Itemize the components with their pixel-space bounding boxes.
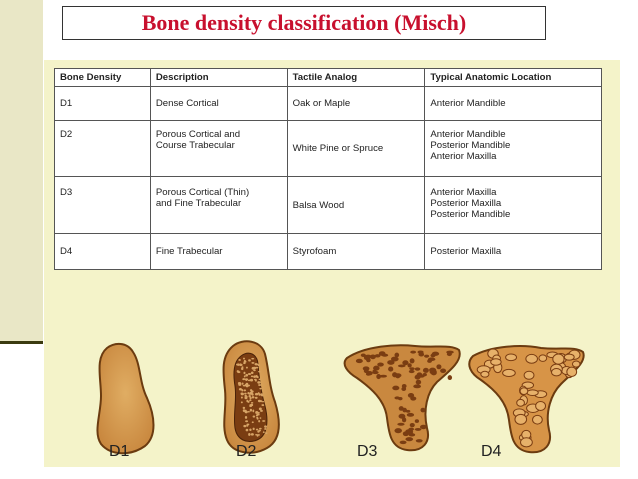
trabecular-cell <box>364 369 369 373</box>
trabecular-cell <box>246 423 249 425</box>
trabecular-cell <box>261 404 264 406</box>
trabecular-cell <box>246 429 249 432</box>
trabecular-cell <box>258 412 260 414</box>
trabecular-cell <box>423 368 429 373</box>
description-line: Course Trabecular <box>155 140 235 151</box>
trabecular-cell <box>247 392 249 394</box>
trabecular-cell <box>257 434 260 436</box>
trabecular-cell <box>427 359 432 362</box>
trabecular-cell <box>245 416 247 419</box>
trabecular-cell <box>402 384 407 388</box>
trabecular-cell <box>249 405 251 407</box>
trabecular-cell <box>250 409 252 412</box>
trabecular-cell <box>481 371 489 377</box>
trabecular-cell <box>252 421 254 423</box>
figure-label-d3: D3 <box>357 443 378 460</box>
trabecular-cell <box>243 358 245 360</box>
trabecular-cell <box>245 384 248 386</box>
cell-analog: Balsa Wood <box>287 177 425 234</box>
trabecular-cell <box>420 425 427 429</box>
trabecular-cell <box>394 428 402 433</box>
trabecular-cell <box>237 370 239 372</box>
trabecular-cell <box>240 392 243 394</box>
table-row <box>55 121 602 177</box>
trabecular-cell <box>377 363 384 367</box>
trabecular-cell <box>238 359 241 361</box>
trabecular-cell <box>258 420 260 422</box>
trabecular-cell <box>410 423 415 427</box>
trabecular-cell <box>379 375 387 378</box>
d1-bone-illustration <box>97 344 153 453</box>
left-accent-line <box>0 341 43 344</box>
trabecular-cell <box>527 390 538 396</box>
trabecular-cell <box>503 369 516 376</box>
trabecular-cell <box>257 381 260 384</box>
trabecular-cell <box>539 355 547 361</box>
trabecular-cell <box>248 373 251 375</box>
trabecular-cell <box>415 428 422 431</box>
trabecular-cell <box>408 428 414 431</box>
cell-analog: Oak or Maple <box>287 87 425 121</box>
trabecular-cell <box>241 368 243 370</box>
trabecular-cell <box>258 364 260 366</box>
trabecular-cell <box>447 352 452 356</box>
trabecular-cell <box>506 354 517 361</box>
cell-location <box>425 234 602 270</box>
trabecular-cell <box>264 425 267 427</box>
description-line: Dense Cortical <box>155 98 219 109</box>
trabecular-cell <box>418 350 424 353</box>
trabecular-cell <box>250 379 253 382</box>
location-line: Anterior Maxilla <box>430 187 497 198</box>
trabecular-cell <box>408 393 414 398</box>
trabecular-cell <box>245 379 247 381</box>
trabecular-cell <box>251 393 253 395</box>
cell-density: D3 <box>55 177 151 234</box>
trabecular-cell <box>416 380 421 385</box>
cell-density: D4 <box>55 234 151 270</box>
cell-location <box>425 87 602 121</box>
trabecular-cell <box>249 399 251 401</box>
trabecular-cell <box>243 389 246 391</box>
trabecular-cell <box>248 433 250 436</box>
location-line: Posterior Mandible <box>430 140 511 151</box>
figure-label-d4: D4 <box>481 443 502 460</box>
trabecular-cell <box>253 375 256 378</box>
trabecular-cell <box>242 378 245 380</box>
trabecular-cell <box>263 431 265 433</box>
trabecular-cell <box>253 416 256 418</box>
trabecular-cell <box>241 401 243 403</box>
trabecular-cell <box>259 388 261 390</box>
description-line: and Fine Trabecular <box>155 198 242 209</box>
trabecular-cell <box>246 400 248 403</box>
trabecular-cell <box>254 379 257 381</box>
trabecular-cell <box>249 428 251 431</box>
trabecular-cell <box>395 374 400 379</box>
trabecular-cell <box>255 411 258 414</box>
trabecular-cell <box>241 396 243 398</box>
trabecular-cell <box>251 376 253 378</box>
trabecular-cell <box>436 364 441 369</box>
trabecular-cell <box>262 401 264 403</box>
trabecular-cell <box>572 361 579 367</box>
trabecular-cell <box>256 429 258 431</box>
figure-label-d2: D2 <box>236 443 257 460</box>
cell-description <box>150 87 287 121</box>
title-box <box>62 6 546 40</box>
trabecular-cell <box>409 370 415 373</box>
trabecular-cell <box>252 367 254 369</box>
trabecular-cell <box>251 371 254 374</box>
trabecular-cell <box>420 408 425 413</box>
cell-analog: White Pine or Spruce <box>287 121 425 177</box>
trabecular-cell <box>260 400 262 402</box>
trabecular-cell <box>264 428 266 430</box>
trabecular-cell <box>564 354 574 360</box>
cell-analog: Styrofoam <box>287 234 425 270</box>
trabecular-cell <box>400 441 407 444</box>
trabecular-cell <box>567 367 577 376</box>
trabecular-cell <box>239 388 242 391</box>
cell-location <box>425 121 602 177</box>
location-line: Anterior Maxilla <box>430 151 497 162</box>
trabecular-cell <box>259 378 261 380</box>
trabecular-cell <box>258 371 261 373</box>
cell-location <box>425 177 602 234</box>
trabecular-cell <box>517 399 525 406</box>
trabecular-cell <box>405 437 413 441</box>
header-bone-density: Bone Density <box>55 69 151 87</box>
trabecular-cell <box>429 368 436 373</box>
bone-density-figures <box>55 330 615 468</box>
trabecular-cell <box>251 362 254 364</box>
table-row <box>55 234 602 270</box>
trabecular-cell <box>407 413 414 417</box>
slide-title: Bone density classification (Misch) <box>141 10 467 35</box>
trabecular-cell <box>243 372 245 375</box>
cell-description <box>150 177 287 234</box>
trabecular-cell <box>491 359 501 366</box>
trabecular-cell <box>253 369 256 371</box>
d3-bone-illustration <box>345 345 460 450</box>
left-accent-bar <box>0 0 43 344</box>
trabecular-cell <box>258 393 260 396</box>
trabecular-cell <box>424 355 429 358</box>
trabecular-cell <box>406 431 413 434</box>
trabecular-cell <box>250 397 252 399</box>
trabecular-cell <box>413 384 421 388</box>
description-line: Porous Cortical (Thin) <box>155 187 250 198</box>
trabecular-cell <box>520 388 528 395</box>
table-row <box>55 177 602 234</box>
trabecular-cell <box>536 401 546 410</box>
location-line: Anterior Mandible <box>430 129 506 140</box>
figure-label-d1: D1 <box>109 443 130 460</box>
trabecular-cell <box>259 428 262 430</box>
trabecular-cell <box>415 367 421 370</box>
trabecular-cell <box>250 389 252 391</box>
trabecular-cell <box>257 431 259 433</box>
trabecular-cell <box>252 396 255 398</box>
trabecular-cell <box>245 374 248 377</box>
trabecular-cell <box>243 425 246 427</box>
trabecular-cell <box>261 394 263 396</box>
trabecular-cell <box>246 367 248 369</box>
trabecular-cell <box>410 358 415 363</box>
trabecular-cell <box>247 411 250 413</box>
trabecular-cell <box>245 411 248 413</box>
trabecular-cell <box>256 417 258 419</box>
trabecular-cell <box>533 415 543 424</box>
trabecular-cell <box>258 384 261 386</box>
trabecular-cell <box>251 433 254 436</box>
trabecular-cell <box>440 368 446 373</box>
description-line: Fine Trabecular <box>155 246 223 257</box>
trabecular-cell <box>262 420 265 422</box>
d2-bone-illustration <box>223 341 278 452</box>
table-header-row <box>55 69 602 87</box>
cell-density: D1 <box>55 87 151 121</box>
trabecular-cell <box>416 439 423 442</box>
trabecular-cell <box>415 419 419 423</box>
trabecular-cell <box>259 407 262 410</box>
cell-description <box>150 234 287 270</box>
trabecular-cell <box>372 370 376 374</box>
trabecular-cell <box>253 428 255 430</box>
trabecular-cell <box>244 360 246 362</box>
trabecular-cell <box>265 432 267 434</box>
trabecular-cell <box>255 397 258 399</box>
cell-description <box>150 121 287 177</box>
trabecular-cell <box>245 420 248 422</box>
trabecular-cell <box>370 354 376 359</box>
trabecular-cell <box>409 367 414 370</box>
trabecular-cell <box>394 353 399 358</box>
trabecular-cell <box>402 408 407 413</box>
trabecular-cell <box>237 363 239 366</box>
trabecular-cell <box>256 414 258 416</box>
trabecular-cell <box>252 410 254 413</box>
trabecular-cell <box>397 423 404 426</box>
d4-bone-illustration <box>469 346 583 452</box>
trabecular-cell <box>392 386 399 391</box>
trabecular-cell <box>255 363 258 365</box>
trabecular-cell <box>381 354 388 357</box>
trabecular-cell <box>521 438 533 447</box>
header-description: Description <box>150 69 287 87</box>
bone-density-table <box>54 68 602 270</box>
trabecular-cell <box>402 417 406 422</box>
location-line: Posterior Maxilla <box>430 246 502 257</box>
trabecular-cell <box>242 383 244 385</box>
trabecular-cell <box>552 369 562 376</box>
trabecular-cell <box>245 396 248 398</box>
trabecular-cell <box>256 367 259 369</box>
header-tactile-analog: Tactile Analog <box>287 69 425 87</box>
trabecular-cell <box>448 375 452 380</box>
trabecular-cell <box>402 360 408 365</box>
trabecular-cell <box>243 407 246 409</box>
trabecular-cell <box>524 371 534 379</box>
header-anatomic-location: Typical Anatomic Location <box>425 69 602 87</box>
trabecular-cell <box>410 351 416 354</box>
trabecular-cell <box>515 414 527 424</box>
trabecular-cell <box>244 393 247 395</box>
trabecular-cell <box>388 367 393 372</box>
trabecular-cell <box>238 383 241 386</box>
trabecular-cell <box>259 417 261 419</box>
trabecular-cell <box>251 358 254 360</box>
location-line: Posterior Mandible <box>430 209 511 220</box>
trabecular-cell <box>244 375 246 377</box>
trabecular-cell <box>553 354 564 364</box>
trabecular-cell <box>432 352 439 356</box>
cell-density: D2 <box>55 121 151 177</box>
location-line: Posterior Maxilla <box>430 198 502 209</box>
trabecular-cell <box>526 354 538 363</box>
trabecular-cell <box>418 375 425 378</box>
trabecular-cell <box>356 359 363 363</box>
table-row <box>55 87 602 121</box>
location-line: Anterior Mandible <box>430 98 506 109</box>
trabecular-cell <box>240 364 242 366</box>
trabecular-cell <box>248 359 251 361</box>
trabecular-cell <box>394 396 400 399</box>
description-line: Porous Cortical and <box>155 129 241 140</box>
trabecular-cell <box>251 402 254 404</box>
trabecular-cell <box>255 393 258 396</box>
trabecular-cell <box>387 360 394 365</box>
